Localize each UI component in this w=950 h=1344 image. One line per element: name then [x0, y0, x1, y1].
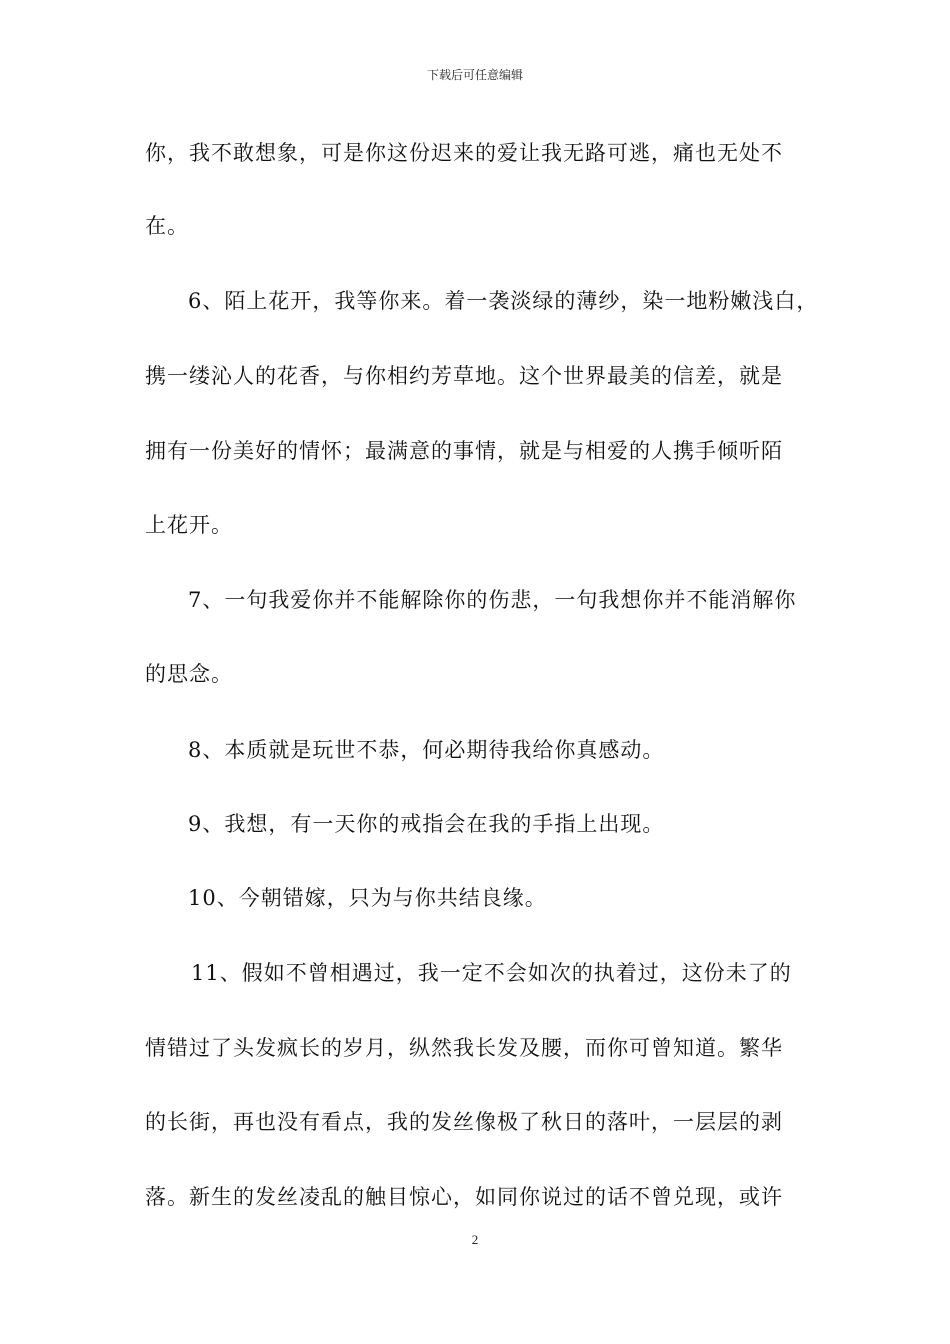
page-header: 下载后可任意编辑 — [426, 68, 523, 82]
paragraph-line: 的长街，再也没有看点，我的发丝像极了秋日的落叶，一层层的剥 — [145, 1110, 783, 1134]
paragraph-line: 携一缕沁人的花香，与你相约芳草地。这个世界最美的信差，就是 — [145, 364, 783, 388]
paragraph-line: 10、今朝错嫁，只为与你共结良缘。 — [188, 886, 547, 910]
paragraph-line: 7、一句我爱你并不能解除你的伤悲，一句我想你并不能消解你 — [188, 588, 797, 612]
paragraph-line: 上花开。 — [145, 513, 233, 537]
paragraph-line: 6、陌上花开，我等你来。着一袭淡绿的薄纱，染一地粉嫩浅白， — [188, 289, 819, 313]
paragraph-line: 8、本质就是玩世不恭，何必期待我给你真感动。 — [188, 738, 665, 762]
paragraph-line: 落。新生的发丝凌乱的触目惊心，如同你说过的话不曾兑现，或许 — [145, 1185, 783, 1209]
paragraph-line: 你，我不敢想象，可是你这份迟来的爱让我无路可逃，痛也无处不 — [145, 141, 783, 165]
paragraph-line: 11、假如不曾相遇过，我一定不会如次的执着过，这份未了的 — [191, 961, 792, 985]
paragraph-line: 的思念。 — [145, 662, 233, 686]
paragraph-line: 在。 — [145, 214, 189, 238]
paragraph-line: 9、我想，有一天你的戒指会在我的手指上出现。 — [188, 812, 665, 836]
paragraph-line: 拥有一份美好的情怀；最满意的事情，就是与相爱的人携手倾听陌 — [145, 439, 783, 463]
page-number: 2 — [471, 1232, 479, 1247]
paragraph-line: 情错过了头发疯长的岁月，纵然我长发及腰，而你可曾知道。繁华 — [145, 1036, 783, 1060]
